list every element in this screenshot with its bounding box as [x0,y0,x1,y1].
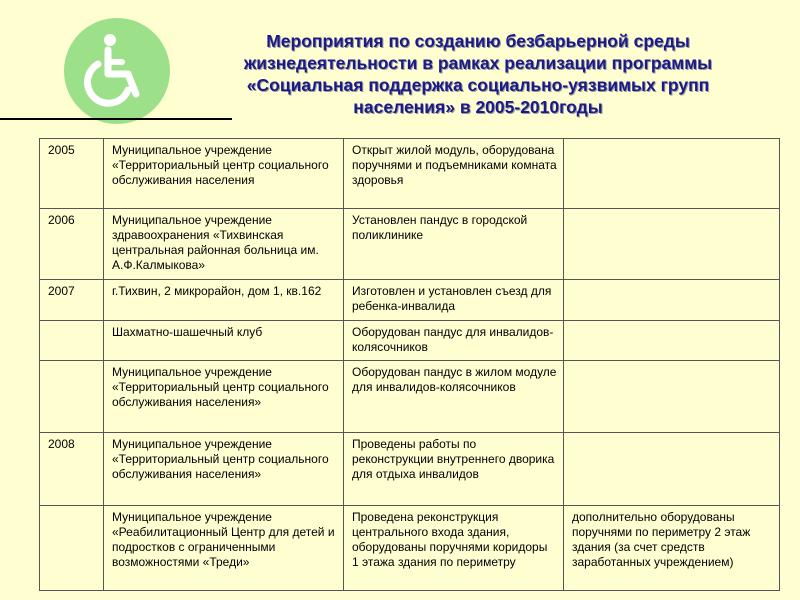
institution-cell: Муниципальное учреждение «Территориальный центр социального обслуживания населения» [104,361,344,433]
year-cell: 2007 [40,280,104,321]
note-cell [564,433,780,506]
institution-cell: Муниципальное учреждение «Реабилитационный Центр для детей и подростков с ограниченными возможностями «Треди» [104,506,344,591]
year-cell [40,506,104,591]
note-cell [564,209,780,280]
measure-cell: Установлен пандус в городской поликлинике [344,209,564,280]
note-cell [564,361,780,433]
measures-table [39,138,780,591]
year-cell: 2008 [40,433,104,506]
note-cell [564,321,780,361]
institution-cell: Муниципальное учреждение «Территориальный центр социального обслуживания населения» [104,433,344,506]
measure-cell: Проведены работы по реконструкции внутреннего дворика для отдыха инвалидов [344,433,564,506]
measure-cell: Оборудован пандус для инвалидов-колясочников [344,321,564,361]
table-row [40,280,780,321]
institution-cell: Муниципальное учреждение «Территориальный центр социального обслуживания населения [104,139,344,209]
institution-cell: г.Тихвин, 2 микрорайон, дом 1, кв.162 [104,280,344,321]
note-cell: дополнительно оборудованы поручнями по периметру 2 этаж здания (за счет средств заработанных учреждением) [564,506,780,591]
measure-cell: Проведена реконструкция центрального входа здания, оборудованы поручнями коридоры 1 этажа здания по периметру [344,506,564,591]
measure-cell: Изготовлен и установлен съезд для ребенка-инвалида [344,280,564,321]
title-line: жизнедеятельности в рамках реализации программы [243,53,713,73]
year-cell: 2006 [40,209,104,280]
institution-cell: Муниципальное учреждение здравоохранения «Тихвинская центральная районная больница им. А.Ф.Калмыкова» [104,209,344,280]
table-row [40,139,780,209]
note-cell [564,139,780,209]
title-line: «Социальная поддержка социально-уязвимых групп [246,75,710,95]
title-line: населения» в 2005-2010годы [353,97,603,117]
measure-cell: Открыт жилой модуль, оборудована поручнями и подъемниками комната здоровья [344,139,564,209]
table-row [40,433,780,506]
measure-cell: Оборудован пандус в жилом модуле для инвалидов-колясочников [344,361,564,433]
year-cell [40,361,104,433]
year-cell [40,321,104,361]
year-cell: 2005 [40,139,104,209]
institution-cell: Шахматно-шашечный клуб [104,321,344,361]
title-line: Мероприятия по созданию безбарьерной среды [266,31,690,51]
page-title [198,30,758,118]
wheelchair-icon [64,18,170,124]
table-row [40,361,780,433]
note-cell [564,280,780,321]
logo-circle [64,18,170,124]
header-divider [0,118,232,120]
table-row [40,506,780,591]
table-row [40,209,780,280]
table-row [40,321,780,361]
